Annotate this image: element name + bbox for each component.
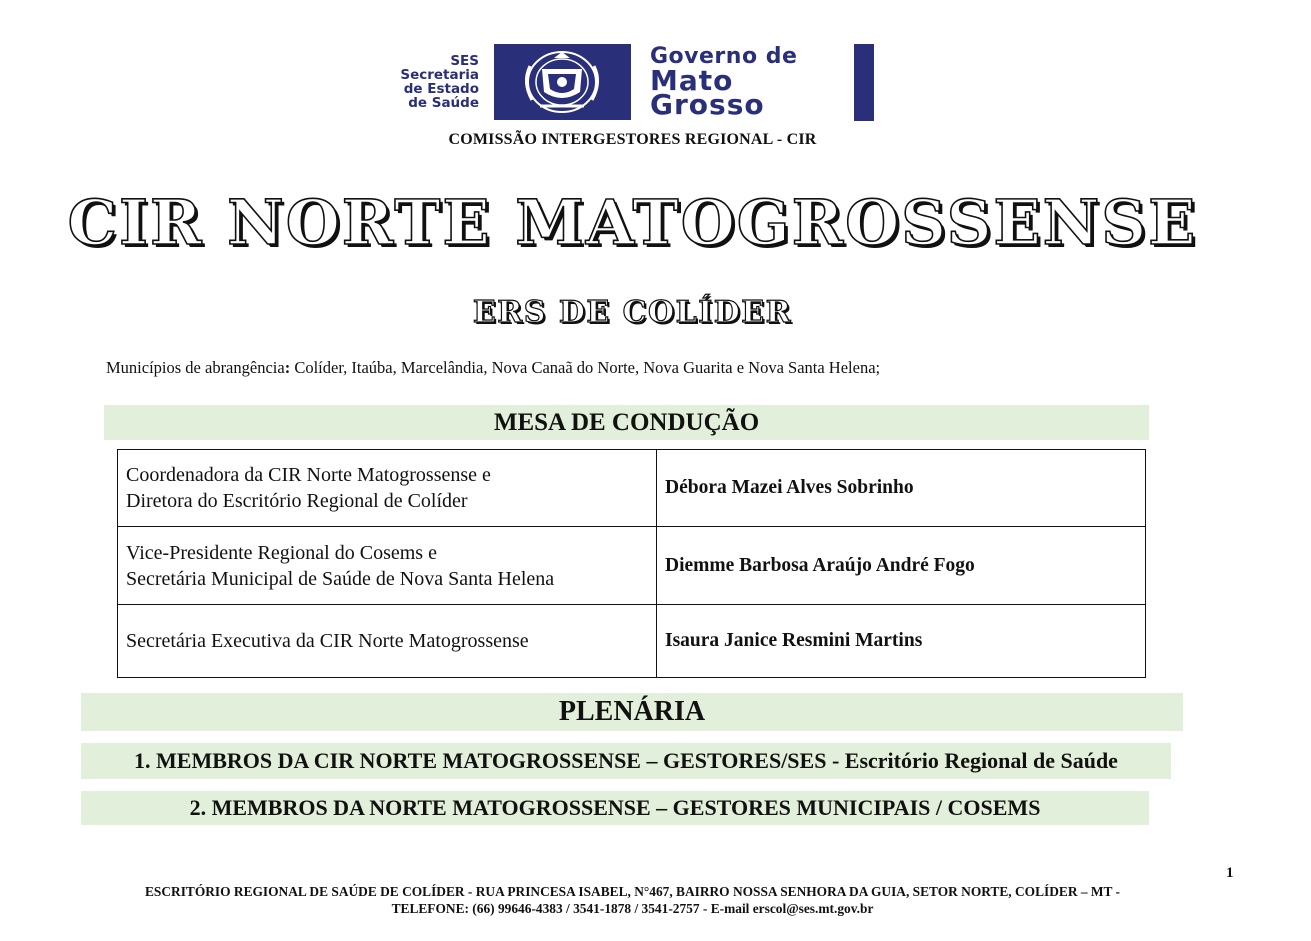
logo-bar	[854, 44, 874, 121]
page-title: CIR NORTE MATOGROSSENSE	[67, 186, 1198, 259]
plenaria-item-1-main: 1. MEMBROS DA CIR NORTE MATOGROSSENSE – GESTORES/SES -	[134, 748, 845, 773]
mesa-table	[117, 449, 1146, 678]
municipios-label: Municípios de abrangência	[106, 358, 285, 377]
name-cell: Débora Mazei Alves Sobrinho	[657, 450, 1146, 527]
ses-logo-text	[383, 54, 479, 110]
ses-line: Secretaria	[400, 67, 479, 83]
role-cell	[118, 605, 657, 678]
plenaria-item-1-tail: Escritório Regional de Saúde	[844, 748, 1118, 773]
municipios-line	[106, 358, 880, 378]
municipios-list: Colíder, Itaúba, Marcelândia, Nova Canaã do Norte, Nova Guarita e Nova Santa Helena;	[290, 358, 881, 377]
gov-line: Governo de	[650, 44, 798, 69]
ses-line: de Saúde	[408, 95, 479, 111]
page-number: 1	[1226, 865, 1234, 881]
plenaria-item-1	[81, 743, 1171, 779]
table-row	[118, 605, 1146, 678]
footer-line: TELEFONE: (66) 99646-4383 / 3541-1878 / 3541-2757 - E-mail erscol@ses.mt.gov.br	[391, 901, 874, 916]
page-subtitle: ERS DE COLÍDER	[472, 295, 793, 330]
role-cell	[118, 450, 657, 527]
role-line: Vice-Presidente Regional do Cosems e	[126, 541, 437, 564]
name-cell: Diemme Barbosa Araújo André Fogo	[657, 527, 1146, 605]
gov-line: Mato	[650, 64, 734, 97]
commission-subtitle: COMISSÃO INTERGESTORES REGIONAL - CIR	[448, 131, 817, 148]
plenaria-item-2: 2. MEMBROS DA NORTE MATOGROSSENSE – GESTORES MUNICIPAIS / COSEMS	[81, 791, 1149, 825]
ses-line: de Estado	[403, 81, 479, 97]
municipios-colon: :	[284, 358, 291, 377]
ses-line: SES	[450, 53, 479, 69]
footer-line: ESCRITÓRIO REGIONAL DE SAÚDE DE COLÍDER - RUA PRINCESA ISABEL, N°467, BAIRRO NOSSA SENHORA DA GUIA, SETOR NORTE, COLÍDER – MT -	[144, 884, 1121, 899]
role-line: Diretora do Escritório Regional de Colíder	[126, 490, 468, 512]
plenaria-heading: PLENÁRIA	[81, 693, 1183, 731]
name-cell: Isaura Janice Resmini Martins	[657, 605, 1146, 678]
role-cell	[118, 527, 657, 605]
footer	[0, 883, 1265, 917]
governo-logo-text	[650, 44, 798, 121]
coat-of-arms-logo	[494, 44, 631, 120]
role-line: Secretária Executiva da CIR Norte Matogrossense	[126, 630, 529, 652]
table-row	[118, 527, 1146, 605]
mesa-heading: MESA DE CONDUÇÃO	[104, 405, 1149, 440]
table-row	[118, 450, 1146, 527]
role-line: Secretária Municipal de Saúde de Nova Santa Helena	[126, 567, 555, 590]
role-line: Coordenadora da CIR Norte Matogrossense e	[126, 464, 491, 486]
gov-line: Grosso	[650, 88, 765, 121]
